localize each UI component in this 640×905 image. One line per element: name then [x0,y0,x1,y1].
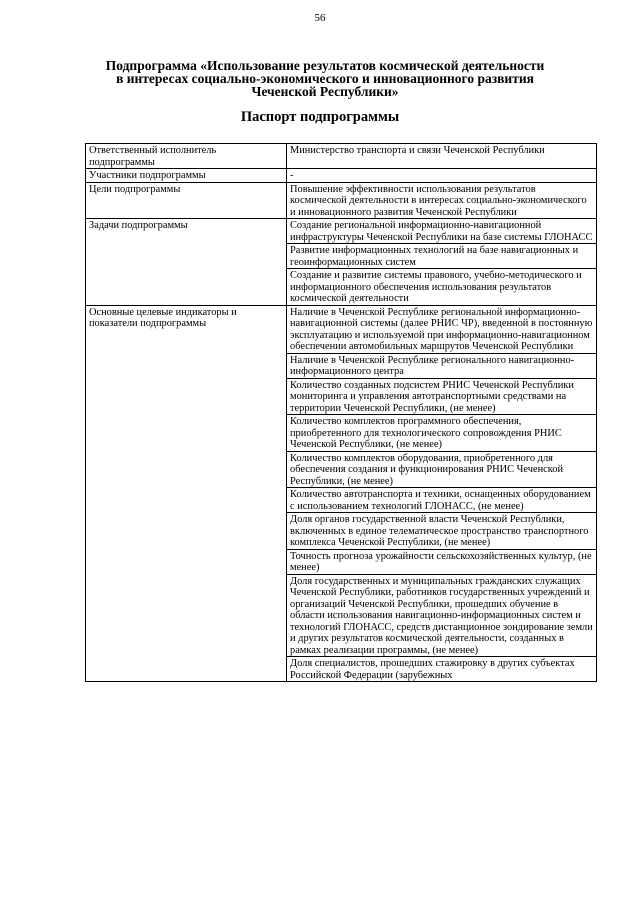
indicator-item: Доля специалистов, прошедших стажировку в других субъектах Российской Федерации (зарубежных [287,657,597,682]
table-row [86,219,597,244]
indicator-item: Доля органов государственной власти Чеченской Республики, включенных в единое телематическое пространство транспортного комплекса Чеченской Республики, (не менее) [287,513,597,550]
passport-title: Паспорт подпрограммы [240,109,400,125]
page-number: 56 [314,12,326,24]
passport-table [85,143,597,682]
indicator-item: Наличие в Чеченской Республике регионального навигационно-информационного центра [287,353,597,378]
indicator-item: Количество автотранспорта и техники, оснащенных оборудованием с использованием технологий ГЛОНАСС, (не менее) [287,488,597,513]
table-row [86,144,597,169]
task-item: Развитие информационных технологий на базе навигационных и геоинформационных систем [287,244,597,269]
table-row [86,169,597,183]
indicator-item: Количество комплектов оборудования, приобретенного для обеспечения создания и функционирования РНИС Чеченской Республики, (не менее) [287,451,597,488]
title-line-3: Чеченской Республики» [251,84,399,99]
task-item: Создание региональной информационно-навигационной инфраструктуры Чеченской Республики на базе системы ГЛОНАСС [287,219,597,244]
indicator-item: Наличие в Чеченской Республике региональной информационно-навигационной системы (далее РНИС ЧР), введенной в постоянную эксплуатацию и используемой при информационно-навигационном обеспечении автомобильных маршрутов Чеченской Республики [287,305,597,353]
subprogram-title [60,59,590,98]
indicator-item: Доля государственных и муниципальных гражданских служащих Чеченской Республики, работников государственных учреждений и организаций Чеченской Республики, прошедших обучение в области использования навигационно-информационных систем и технологий ГЛОНАСС, средств дистанционное зондирование земли и других результатов космической деятельности, созданных в рамках реализации программы, (не менее) [287,574,597,657]
row-value-responsible: Министерство транспорта и связи Чеченской Республики [287,144,597,169]
row-label-participants: Участники подпрограммы [86,169,287,183]
row-label-indicators: Основные целевые индикаторы и показатели подпрограммы [86,305,287,682]
indicator-item: Точность прогноза урожайности сельскохозяйственных культур, (не менее) [287,549,597,574]
title-line-2: в интересах социально-экономического и инновационного развития [116,71,534,86]
row-value-participants: - [287,169,597,183]
title-line-1: Подпрограмма «Использование результатов космической деятельности [105,58,545,73]
row-label-responsible: Ответственный исполнитель подпрограммы [86,144,287,169]
indicator-item: Количество созданных подсистем РНИС Чеченской Республики мониторинга и управления автотранспортными средствами на территории Чеченской Республики, (не менее) [287,378,597,415]
table-row [86,305,597,353]
row-label-tasks: Задачи подпрограммы [86,219,287,306]
table-row [86,182,597,219]
indicator-item: Количество комплектов программного обеспечения, приобретенного для технологического сопровождения РНИС Чеченской Республики, (не менее) [287,415,597,452]
task-item: Создание и развитие системы правового, учебно-методического и информационного обеспечения использования результатов космической деятельности [287,269,597,306]
row-label-goals: Цели подпрограммы [86,182,287,219]
row-value-goals: Повышение эффективности использования результатов космической деятельности в интересах социально-экономического и инновационного развития Чеченской Республики [287,182,597,219]
